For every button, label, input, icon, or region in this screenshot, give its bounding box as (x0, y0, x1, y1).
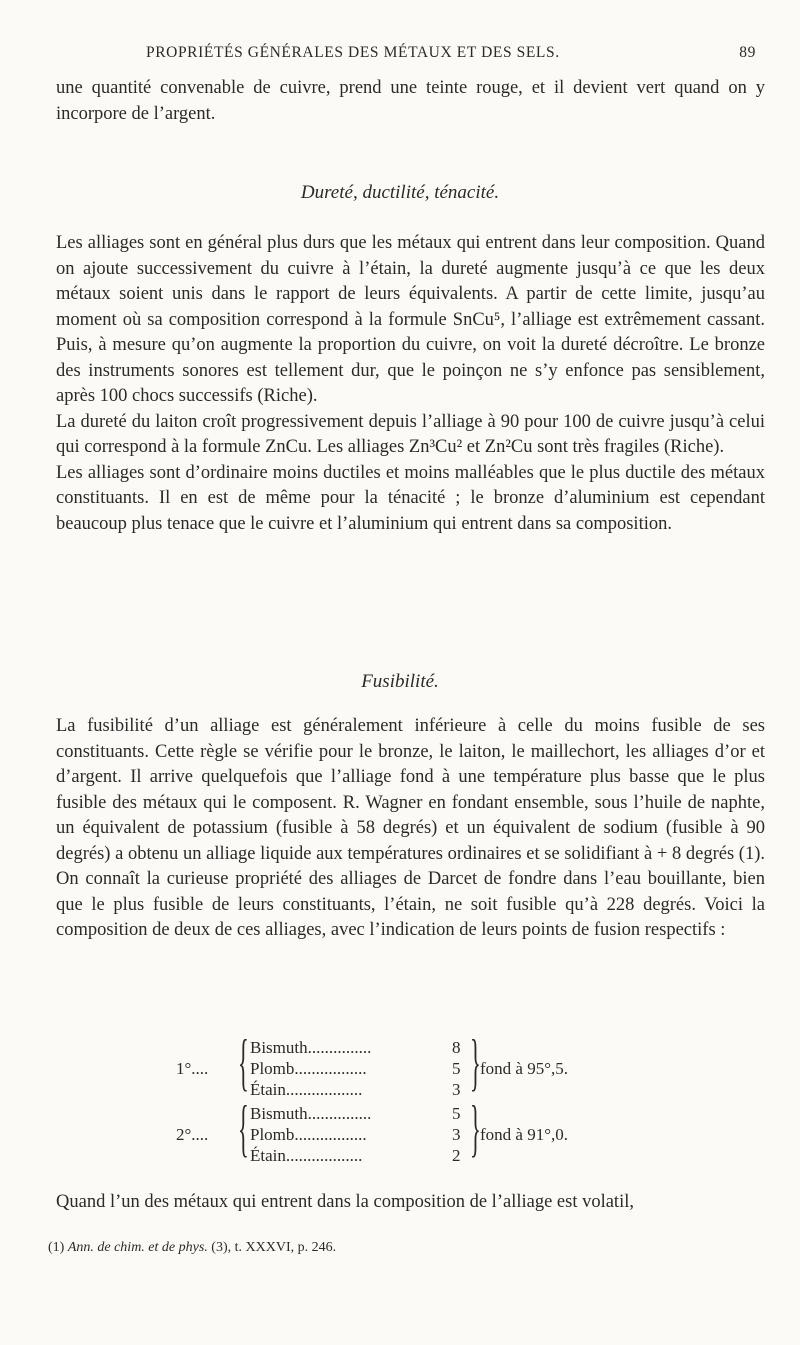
alloy-composition-table (0, 1026, 800, 1166)
metal-name: Plomb (250, 1059, 295, 1078)
alloy-2-amount-2: 3 (452, 1125, 461, 1144)
paragraph-fusibilite-1: La fusibilité d’un alliage est généralement inférieure à celle du moins fusible de ses constituants. Cette règle se vérifie pour le bronze, le laiton, le maillechort, les alliages d’or et d’argent. Il arrive quelquefois que l’alliage fond à une température plus basse que le plus fusible des métaux qui le composent. R. Wagner en fondant ensemble, sous l’huile de naphte, un équivalent de potassium (fusible à 58 degrés) et un équivalent de sodium (fusible à 90 degrés) a obtenu un alliage liquide aux températures ordinaires et se solidifiant à + 8 degrés (1). On connaît la curieuse propriété des alliages de Darcet de fondre dans l’eau bouillante, bien que le plus fusible de leurs constituants, l’étain, ne soit fusible qu’à 228 degrés. Voici la composition de deux de ces alliages, avec l’indication de leurs points de fusion respectifs : (56, 716, 765, 940)
intro-paragraph-block (56, 76, 765, 127)
leader-dots: .................. (285, 1146, 363, 1165)
alloy-2-label: 2°.... (176, 1125, 209, 1144)
alloy-1-melting-point: fond à 95°,5. (480, 1059, 569, 1078)
left-brace-2: { (237, 1092, 249, 1163)
alloy-1-amount-3: 3 (452, 1080, 461, 1099)
footnote-reference: (3), t. XXXVI, p. 246. (211, 1240, 337, 1255)
metal-name: Étain (250, 1146, 286, 1165)
paragraph-fusibilite-2: Quand l’un des métaux qui entrent dans la composition de l’alliage est volatil, (56, 1192, 634, 1212)
alloy-2-row-3 (250, 1144, 362, 1167)
leader-dots: .................. (285, 1080, 363, 1099)
footnote-marker: (1) (48, 1240, 65, 1255)
alloy-2-amount-1: 5 (452, 1104, 461, 1123)
right-brace-2: } (469, 1092, 481, 1163)
leader-dots: ............... (307, 1038, 372, 1057)
metal-name: Bismuth (250, 1038, 308, 1057)
alloy-1-label: 1°.... (176, 1059, 209, 1078)
right-brace-1: } (469, 1026, 481, 1097)
alloy-1-row-2 (250, 1057, 367, 1080)
paragraph-durete-3: Les alliages sont d’ordinaire moins ductiles et moins malléables que le plus ductile des métaux constituants. Il en est de même pour la ténacité ; le bronze d’aluminium est cependant beaucoup plus tenace que le cuivre et l’aluminium qui entrent dans sa composition. (56, 462, 765, 534)
metal-name: Étain (250, 1080, 286, 1099)
metal-name: Bismuth (250, 1104, 308, 1123)
alloy-2-amount-3: 2 (452, 1146, 461, 1165)
section-durete-body (56, 231, 765, 537)
alloy-2-melting-point: fond à 91°,0. (480, 1125, 569, 1144)
running-header (56, 44, 756, 66)
leader-dots: ............... (307, 1104, 372, 1123)
section-heading-durete: Dureté, ductilité, ténacité. (300, 182, 500, 203)
page-number: 89 (739, 44, 756, 61)
footnote-journal: Ann. de chim. et de phys. (67, 1240, 208, 1255)
alloy-1-row-1 (250, 1036, 371, 1059)
left-brace-1: { (237, 1026, 249, 1097)
alloy-1-amount-1: 8 (452, 1038, 461, 1057)
section-fusibilite-body (56, 714, 765, 944)
alloy-2-row-1 (250, 1102, 371, 1125)
leader-dots: ................. (294, 1059, 367, 1078)
metal-name: Plomb (250, 1125, 295, 1144)
running-title: PROPRIÉTÉS GÉNÉRALES DES MÉTAUX ET DES SELS. (146, 44, 560, 61)
alloy-1-amount-2: 5 (452, 1059, 461, 1078)
footnote (48, 1240, 336, 1256)
alloy-2-row-2 (250, 1123, 367, 1146)
section-heading-fusibilite: Fusibilité. (361, 671, 439, 692)
leader-dots: ................. (294, 1125, 367, 1144)
paragraph-durete-1: Les alliages sont en général plus durs que les métaux qui entrent dans leur composition. Quand on ajoute successivement du cuivre à l’étain, la dureté augmente jusqu’à ce que les deux métaux soient unis dans le rapport de leurs équivalents. A partir de cette limite, jusqu’au moment où sa composition correspond à la formule SnCu⁵, l’alliage est extrêmement cassant. Puis, à mesure qu’on augmente la proportion du cuivre, on voit la dureté décroître. Le bronze des instruments sonores est tellement dur, que le poinçon ne s’y enfonce pas sensiblement, après 100 chocs successifs (Riche). (56, 233, 765, 406)
closing-paragraph-block (56, 1190, 765, 1216)
paragraph-durete-2: La dureté du laiton croît progressivement depuis l’alliage à 90 pour 100 de cuivre jusqu’à celui qui correspond à la formule ZnCu. Les alliages Zn³Cu² et Zn²Cu sont très fragiles (Riche). (56, 411, 765, 457)
intro-paragraph: une quantité convenable de cuivre, prend une teinte rouge, et il devient vert quand on y incorpore de l’argent. (56, 78, 765, 124)
alloy-1-row-3 (250, 1078, 362, 1101)
